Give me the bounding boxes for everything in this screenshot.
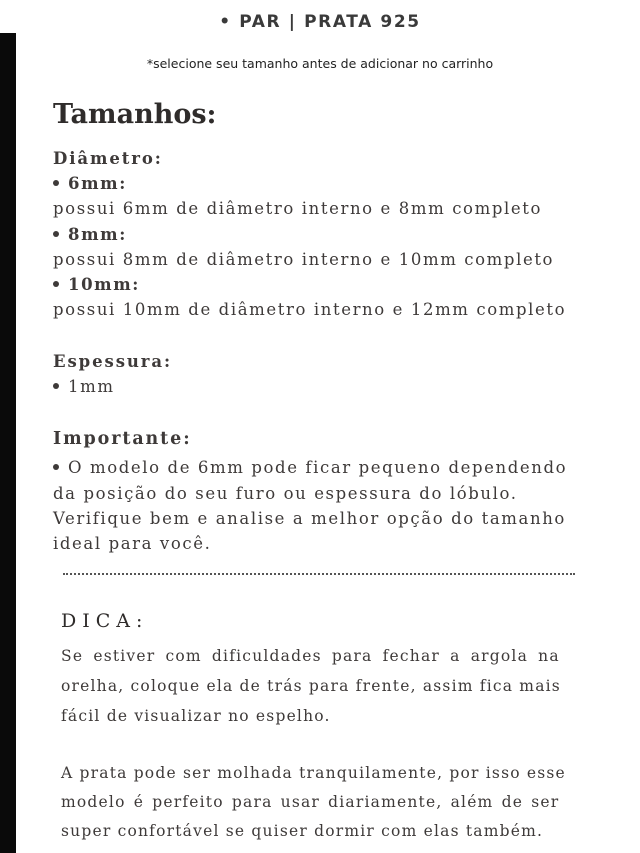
size-label: 8mm: [68,225,127,244]
important-line-4: ideal para você. [53,534,212,553]
thickness-value: 1mm [68,377,115,396]
size-item-6mm [53,174,127,193]
tip-p2-line-2: modelo é perfeito para usar diariamente, além de ser [61,793,560,811]
size-item-8mm [53,225,127,244]
important-label: Importante: [53,429,192,449]
size-desc-8mm: possui 8mm de diâmetro interno e 10mm completo [53,250,555,269]
tip-p1-line-3: fácil de visualizar no espelho. [61,707,331,725]
thickness-label: Espessura: [53,352,172,371]
dotted-divider [63,573,575,575]
size-label: 10mm: [68,275,140,294]
bullet-icon [53,231,59,237]
bullet-icon [53,464,59,470]
bullet-icon [53,383,59,389]
bullet-icon [53,180,59,186]
size-desc-6mm: possui 6mm de diâmetro interno e 8mm completo [53,199,542,218]
tip-p1-line-2: orelha, coloque ela de trás para frente, assim fica mais [61,677,561,695]
left-edge-bar [0,33,16,853]
important-line-3: Verifique bem e analise a melhor opção do tamanho [53,509,566,528]
size-notice: *selecione seu tamanho antes de adicionar no carrinho [146,56,494,71]
sizes-heading: Tamanhos: [53,99,217,130]
diameter-label: Diâmetro: [53,149,163,168]
thickness-item [53,377,115,396]
size-label: 6mm: [68,174,127,193]
size-item-10mm [53,275,140,294]
bullet-icon [53,281,59,287]
tip-p2-line-1: A prata pode ser molhada tranquilamente, por isso esse [61,764,566,782]
size-desc-10mm: possui 10mm de diâmetro interno e 12mm completo [53,300,567,319]
important-line-1: O modelo de 6mm pode ficar pequeno dependendo [53,458,567,477]
important-line-2: da posição do seu furo ou espessura do lóbulo. [53,484,518,503]
tip-p1-line-1: Se estiver com dificuldades para fechar a argola na [61,647,560,665]
tip-p2-line-3: super confortável se quiser dormir com elas também. [61,822,544,840]
tip-heading: DICA: [61,610,149,632]
product-title: • PAR | PRATA 925 [219,12,421,32]
